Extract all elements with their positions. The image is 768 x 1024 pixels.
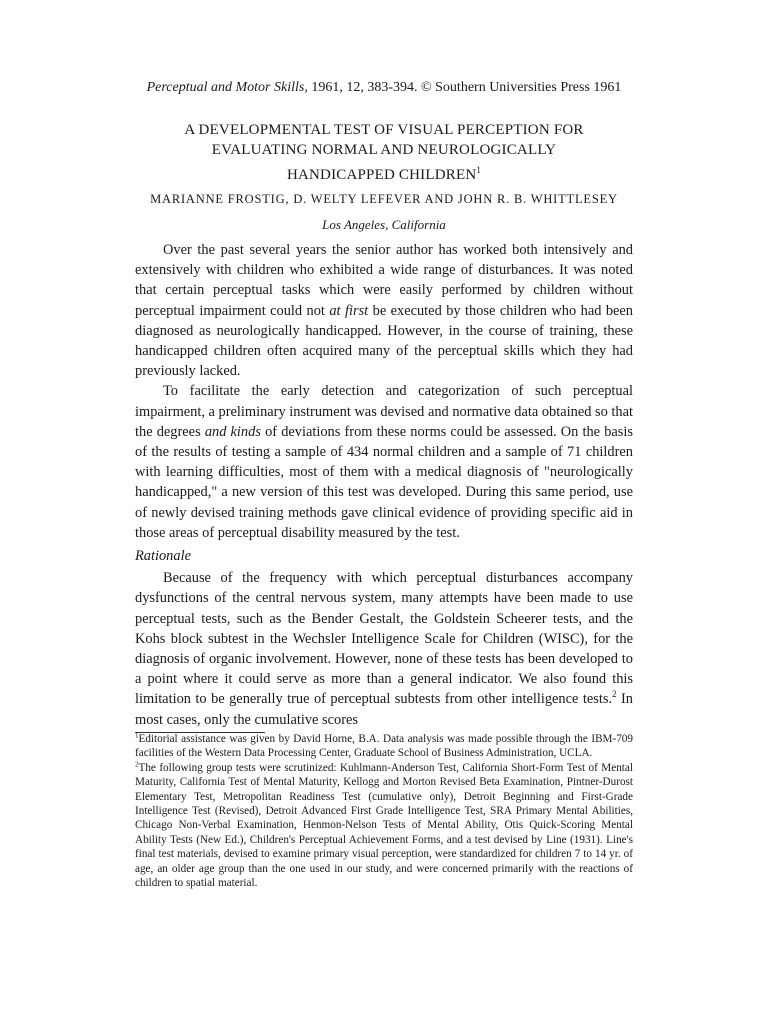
affiliation: Los Angeles, California — [322, 217, 446, 232]
title-footnote-mark: 1 — [476, 165, 482, 175]
body-text — [135, 240, 633, 730]
paragraph-1-emphasis: at first — [329, 302, 369, 319]
title-line-1: A DEVELOPMENTAL TEST OF VISUAL PERCEPTION FOR — [184, 122, 584, 138]
paragraph-2-text-b: of deviations from these norms could be assessed. On the basis of the results of testing a sample of 434 normal children and a sample of 71 children with learning difficulties, most of them with a medical diagnosis of "neurologically handicapped," a new version of this test was developed. During this same period, use of newly devised training methods gave clinical evidence of providing specific aid in those areas of perceptual disability measured by the test. — [135, 423, 633, 541]
footnote-2-text: The following group tests were scrutinized: Kuhlmann-Anderson Test, California Short-Form Test of Mental Maturity, California Test of Mental Maturity, Kellogg and Morton Revised Beta Examination, Pintner-Durost Elementary Test, Metropolitan Readiness Test (cumulative only), Detroit Beginning and First-Grade Intelligence Test (Revised), Detroit Advanced First Grade Intelligence Test, SRA Primary Mental Abilities, Chicago Non-Verbal Examination, Henmon-Nelson Tests of Mental Ability, Otis Quick-Scoring Mental Ability Tests (New Ed.), Children's Perceptual Achievement Forms, and a test devised by Line (1931). Line's final test materials, devised to examine primary visual perception, were standardized for children 7 to 14 yr. of age, an older age group than the one used in our study, and were concerned primarily with the reactions of children to spatial material. — [135, 761, 633, 890]
footnotes — [135, 732, 633, 890]
footnote-2 — [135, 761, 633, 891]
paragraph-2 — [135, 381, 633, 543]
title-line-3 — [0, 160, 768, 185]
title-line-3-text: HANDICAPPED CHILDREN — [286, 167, 477, 183]
running-header — [0, 80, 768, 96]
paragraph-3 — [135, 568, 633, 730]
footnote-1-mark: 1 — [135, 731, 139, 740]
footnote-1 — [135, 732, 633, 761]
paragraph-1-text-a: Over the past several years the senior author has worked both intensively and extensively with children who exhibited a wide range of disturbances. It was noted that certain perceptual tasks which were easily performed by children without perceptual impairment could not — [135, 242, 633, 319]
paper-title — [0, 120, 768, 185]
journal-name: Perceptual and Motor Skills, — [146, 80, 308, 95]
copyright: © Southern Universities Press 1961 — [421, 80, 622, 95]
paragraph-2-text-a: To facilitate the early detection and categorization of such perceptual impairment, a preliminary instrument was devised and normative data obtained so that the degrees — [135, 383, 633, 440]
title-line-2: EVALUATING NORMAL AND NEUROLOGICALLY — [211, 142, 557, 158]
authors: MARIANNE FROSTIG, D. WELTY LEFEVER AND JOHN R. B. WHITTLESEY — [150, 192, 618, 206]
footnote-1-text: Editorial assistance was given by David Horne, B.A. Data analysis was made possible through the IBM-709 facilities of the Western Data Processing Center, Graduate School of Business Administration, UCLA. — [135, 733, 633, 760]
paragraph-2-emphasis: and kinds — [204, 423, 261, 440]
citation: 1961, 12, 383-394. — [311, 80, 418, 95]
paragraph-1 — [135, 240, 633, 381]
footnote-2-mark: 2 — [135, 760, 139, 769]
paragraph-3-text-b: In most cases, only the cumulative scores — [135, 691, 633, 728]
paragraph-1-text-b: be executed by those children who had been diagnosed as neurologically handicapped. However, in the course of training, these handicapped children often acquired many of the perceptual skills which they had previously lacked. — [135, 302, 633, 380]
paragraph-3-footnote-mark: 2 — [612, 689, 617, 700]
paragraph-3-text-a: Because of the frequency with which perceptual disturbances accompany dysfunctions of the central nervous system, many attempts have been made to use perceptual tests, such as the Bender Gestalt, the Goldstein Scheerer tests, and the Kohs block subtest in the Wechsler Intelligence Scale for Children (WISC), for the diagnosis of organic involvement. However, none of these tests has been developed to a point where it could serve as more than a general indicator. We also found this limitation to be generally true of perceptual subtests from other intelligence tests. — [135, 570, 633, 708]
section-heading-rationale: Rationale — [135, 548, 191, 565]
